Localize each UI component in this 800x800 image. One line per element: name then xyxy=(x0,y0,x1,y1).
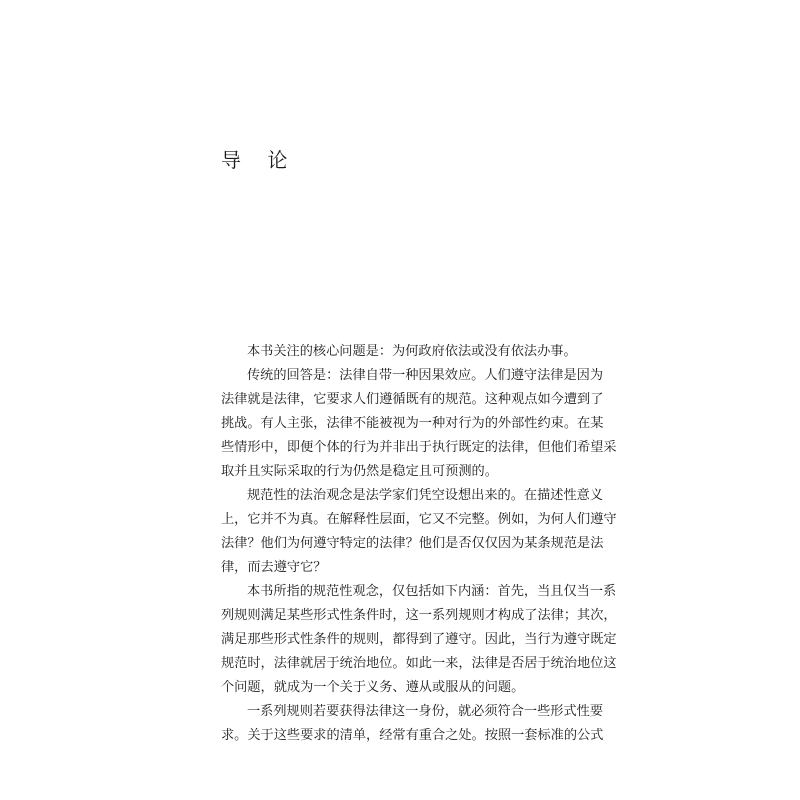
paragraph-line: 取并且实际采取的行为仍然是稳定且可预测的。 xyxy=(221,464,498,479)
paragraph-line: 律，而去遵守它？ xyxy=(221,560,327,575)
paragraph-line: 些情形中，即便个体的行为并非出于执行既定的法律，但他们希望采 xyxy=(221,440,617,455)
paragraph-line: 上，它并不为真。在解释性层面，它又不完整。例如，为何人们遵守 xyxy=(221,512,617,527)
paragraph-line: 本书所指的规范性观念，仅包括如下内涵：首先，当且仅当一系 xyxy=(247,584,617,599)
paragraph-line: 法律就是法律，它要求人们遵循既有的规范。这种观点如今遭到了 xyxy=(221,392,604,407)
paragraph-line: 法律？他们为何遵守特定的法律？他们是否仅仅因为某条规范是法 xyxy=(221,536,604,551)
paragraph-line: 一系列规则若要获得法律这一身份，就必须符合一些形式性要 xyxy=(247,704,604,719)
paragraph-line: 个问题，就成为一个关于义务、遵从或服从的问题。 xyxy=(221,680,525,695)
paragraph-line: 规范时，法律就居于统治地位。如此一来，法律是否居于统治地位这 xyxy=(221,656,617,671)
paragraph-line: 挑战。有人主张，法律不能被视为一种对行为的外部性约束。在某 xyxy=(221,416,604,431)
paragraph-line: 规范性的法治观念是法学家们凭空设想出来的。在描述性意义 xyxy=(247,488,604,503)
paragraph-line: 列规则满足某些形式性条件时，这一系列规则才构成了法律；其次， xyxy=(221,608,617,623)
chapter-title: 导 论 xyxy=(221,148,298,172)
paragraph-line: 满足那些形式性条件的规则，都得到了遵守。因此，当行为遵守既定 xyxy=(221,632,617,647)
paragraph-line: 本书关注的核心问题是：为何政府依法或没有依法办事。 xyxy=(247,344,577,359)
paragraph-line: 求。关于这些要求的清单，经常有重合之处。按照一套标准的公式 xyxy=(221,728,604,743)
paragraph-line: 传统的回答是：法律自带一种因果效应。人们遵守法律是因为 xyxy=(247,368,604,383)
